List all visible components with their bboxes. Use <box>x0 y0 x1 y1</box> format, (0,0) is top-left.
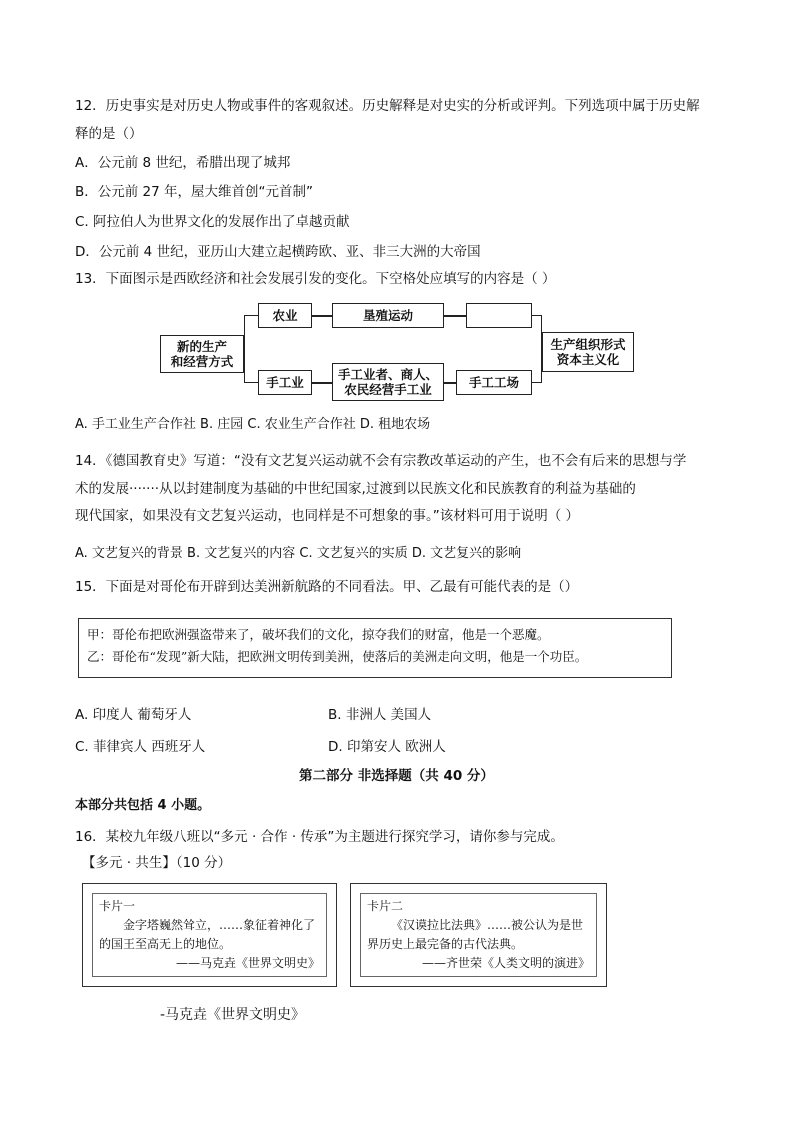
card-one-source: ——马克垚《世界文明史》 <box>175 956 320 970</box>
q15-quote-box <box>78 618 672 678</box>
card-two <box>350 883 607 987</box>
q16-section-title: 【多元 · 共生】（10 分） <box>82 855 232 871</box>
diagram-agriculture-box: 农业 <box>258 303 312 328</box>
card-two-source: ——齐世荣《人类文明的演进》 <box>421 956 590 970</box>
q12-stem-line2: 释的是（） <box>75 126 143 142</box>
diagram-workshop-box: 手工工场 <box>456 370 532 395</box>
q14-line2: 术的发展·······从以封建制度为基础的中世纪国家,过渡到以民族文化和民族教育的利益为基础的 <box>75 481 636 497</box>
diagram-handicraft-box: 手工业 <box>258 370 312 395</box>
card-two-title: 卡片二 <box>367 899 404 913</box>
q14-options: A. 文艺复兴的背景 B. 文艺复兴的内容 C. 文艺复兴的实质 D. 文艺复兴的影响 <box>75 546 522 561</box>
card-one <box>82 883 337 987</box>
diagram-blank-box <box>466 303 532 328</box>
q12-option-d: D．公元前 4 世纪，亚历山大建立起横跨欧、亚、非三大洲的大帝国 <box>75 244 481 260</box>
q15-option-a: A. 印度人 葡萄牙人 <box>75 707 192 723</box>
card-two-text: 《汉谟拉比法典》……被公认为是世界历史上最完备的古代法典。 <box>367 918 584 951</box>
diagram-right-box: 生产组织形式 资本主义化 <box>542 332 634 372</box>
diagram-connector <box>312 315 332 317</box>
part2-title: 第二部分 非选择题（共 40 分） <box>299 768 494 784</box>
diagram-connector <box>444 382 456 384</box>
diagram-right-brace <box>532 315 542 383</box>
q15-quote-jia: 甲：哥伦布把欧洲强盗带来了，破坏我们的文化，掠夺我们的财富，他是一个恶魔。 <box>87 627 550 642</box>
card-one-title: 卡片一 <box>99 899 136 913</box>
diagram-left-box: 新的生产 和经营方式 <box>160 335 244 373</box>
q12-stem-line1: 12．历史事实是对历史人物或事件的客观叙述。历史解释是对史实的分析或评判。下列选项中属于历史解 <box>75 98 700 114</box>
q14-line1: 14．《德国教育史》写道：“没有文艺复兴运动就不会有宗教改革运动的产生，也不会有后来的思想与学 <box>75 453 687 469</box>
q13-stem: 13．下面图示是西欧经济和社会发展引发的变化。下空格处应填写的内容是（ ） <box>75 271 556 287</box>
q15-option-d: D. 印第安人 欧洲人 <box>328 739 446 755</box>
part2-note: 本部分共包括 4 小题。 <box>75 798 211 813</box>
diagram-people-box: 手工业者、商人、 农民经营手工业 <box>332 363 444 401</box>
q15-stem: 15．下面是对哥伦布开辟到达美洲新航路的不同看法。甲、乙最有可能代表的是（） <box>75 579 579 595</box>
diagram-connector <box>312 382 332 384</box>
diagram-left-brace <box>244 315 258 383</box>
diagram-movement-box: 垦殖运动 <box>332 303 444 328</box>
diagram-connector <box>444 315 466 317</box>
q12-option-b: B．公元前 27 年，屋大维首创“元首制” <box>75 184 314 200</box>
q12-option-c: C. 阿拉伯人为世界文化的发展作出了卓越贡献 <box>75 214 350 230</box>
q14-line3: 现代国家，如果没有文艺复兴运动，也同样是不可想象的事。”该材料可用于说明（ ） <box>75 508 580 524</box>
q15-option-b: B. 非洲人 美国人 <box>328 707 432 723</box>
q13-options: A. 手工业生产合作社 B. 庄园 C. 农业生产合作社 D. 租地农场 <box>75 417 431 432</box>
q16-trailing-source: -马克垚《世界文明史》 <box>160 1007 306 1023</box>
card-one-text: 金字塔巍然耸立，……象征着神化了的国王至高无上的地位。 <box>99 918 316 951</box>
q12-option-a: A．公元前 8 世纪，希腊出现了城邦 <box>75 155 291 171</box>
q15-option-c: C. 菲律宾人 西班牙人 <box>75 739 206 755</box>
q15-quote-yi: 乙：哥伦布“发现”新大陆，把欧洲文明传到美洲，使落后的美洲走向文明，他是一个功臣。 <box>87 649 588 664</box>
q16-stem: 16．某校九年级八班以“多元 · 合作 · 传承”为主题进行探究学习，请你参与完成。 <box>75 829 564 845</box>
